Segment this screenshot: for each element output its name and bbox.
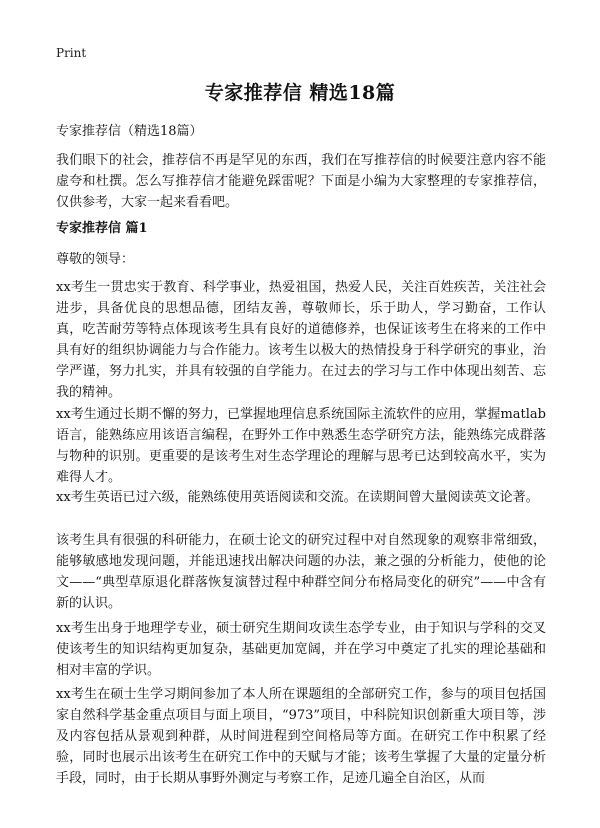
section-heading: 专家推荐信 篇1	[56, 221, 148, 236]
print-link[interactable]: Print	[56, 46, 87, 60]
body-paragraph: xx考生一贯忠实于教育、科学事业，热爱祖国，热爱人民，关注百姓疾苦，关注社会进步，具备优良的思想品德，团结友善，尊敬师长，乐于助人，学习勤奋，工作认真，吃苦耐劳等特点体现该考生具有良好的道德修养，也保证该考生在将来的工作中具有好的组织协调能力与合作能力。该考生以极大的热情投身于科学研究的事业，治学严谨，努力扎实，并具有较强的自学能力。在过去的学习与工作中体现出刻苦、忘我的精神。	[56, 280, 546, 400]
body-paragraph: xx考生出身于地理学专业，硕士研究生期间攻读生态学专业，由于知识与学科的交叉使该考生的知识结构更加复杂，基础更加宽阔，并在学习中奠定了扎实的理论基础和相对丰富的学识。	[56, 621, 546, 678]
document-subtitle: 专家推荐信（精选18篇）	[56, 124, 203, 139]
body-paragraph: xx考生在硕士生学习期间参加了本人所在课题组的全部研究工作，参与的项目包括国家自然科学基金重点项目与面上项目，“973”项目，中科院知识创新重大项目等，涉及内容包括从景观到种群，从时间进程到空间格局等方面。在研究工作中积累了经验，同时也展示出该考生在研究工作中的天赋与才能；该考生掌握了大量的定量分析手段，同时，由于长期从事野外测定与考察工作，足迹几遍全自治区，从而	[56, 687, 546, 786]
body-paragraph: xx考生英语已过六级，能熟练使用英语阅读和交流。在读期间曾大量阅读英文论著。	[56, 490, 539, 505]
body-paragraph: 该考生具有很强的科研能力，在硕士论文的研究过程中对自然现象的观察非常细致，能够敏感地发现问题，并能迅速找出解决问题的办法，兼之强的分析能力，使他的论文——“典型草原退化群落恢复演替过程中种群空间分布格局变化的研究”——中含有新的认识。	[56, 533, 546, 611]
intro-paragraph: 我们眼下的社会，推荐信不再是罕见的东西，我们在写推荐信的时候要注意内容不能虚夸和杜撰。怎么写推荐信才能避免踩雷呢？下面是小编为大家整理的专家推荐信，仅供参考，大家一起来看看吧。	[56, 153, 546, 210]
document-title: 专家推荐信 精选18篇	[204, 82, 396, 104]
body-paragraph: xx考生通过长期不懈的努力，已掌握地理信息系统国际主流软件的应用，掌握matlab语言，能熟练应用该语言编程，在野外工作中熟悉生态学研究方法，能熟练完成群落与物种的识别。更重要的是该考生对生态学理论的理解与思考已达到较高水平，实为难得人才。	[56, 407, 546, 485]
salutation: 尊敬的领导：	[56, 252, 135, 267]
